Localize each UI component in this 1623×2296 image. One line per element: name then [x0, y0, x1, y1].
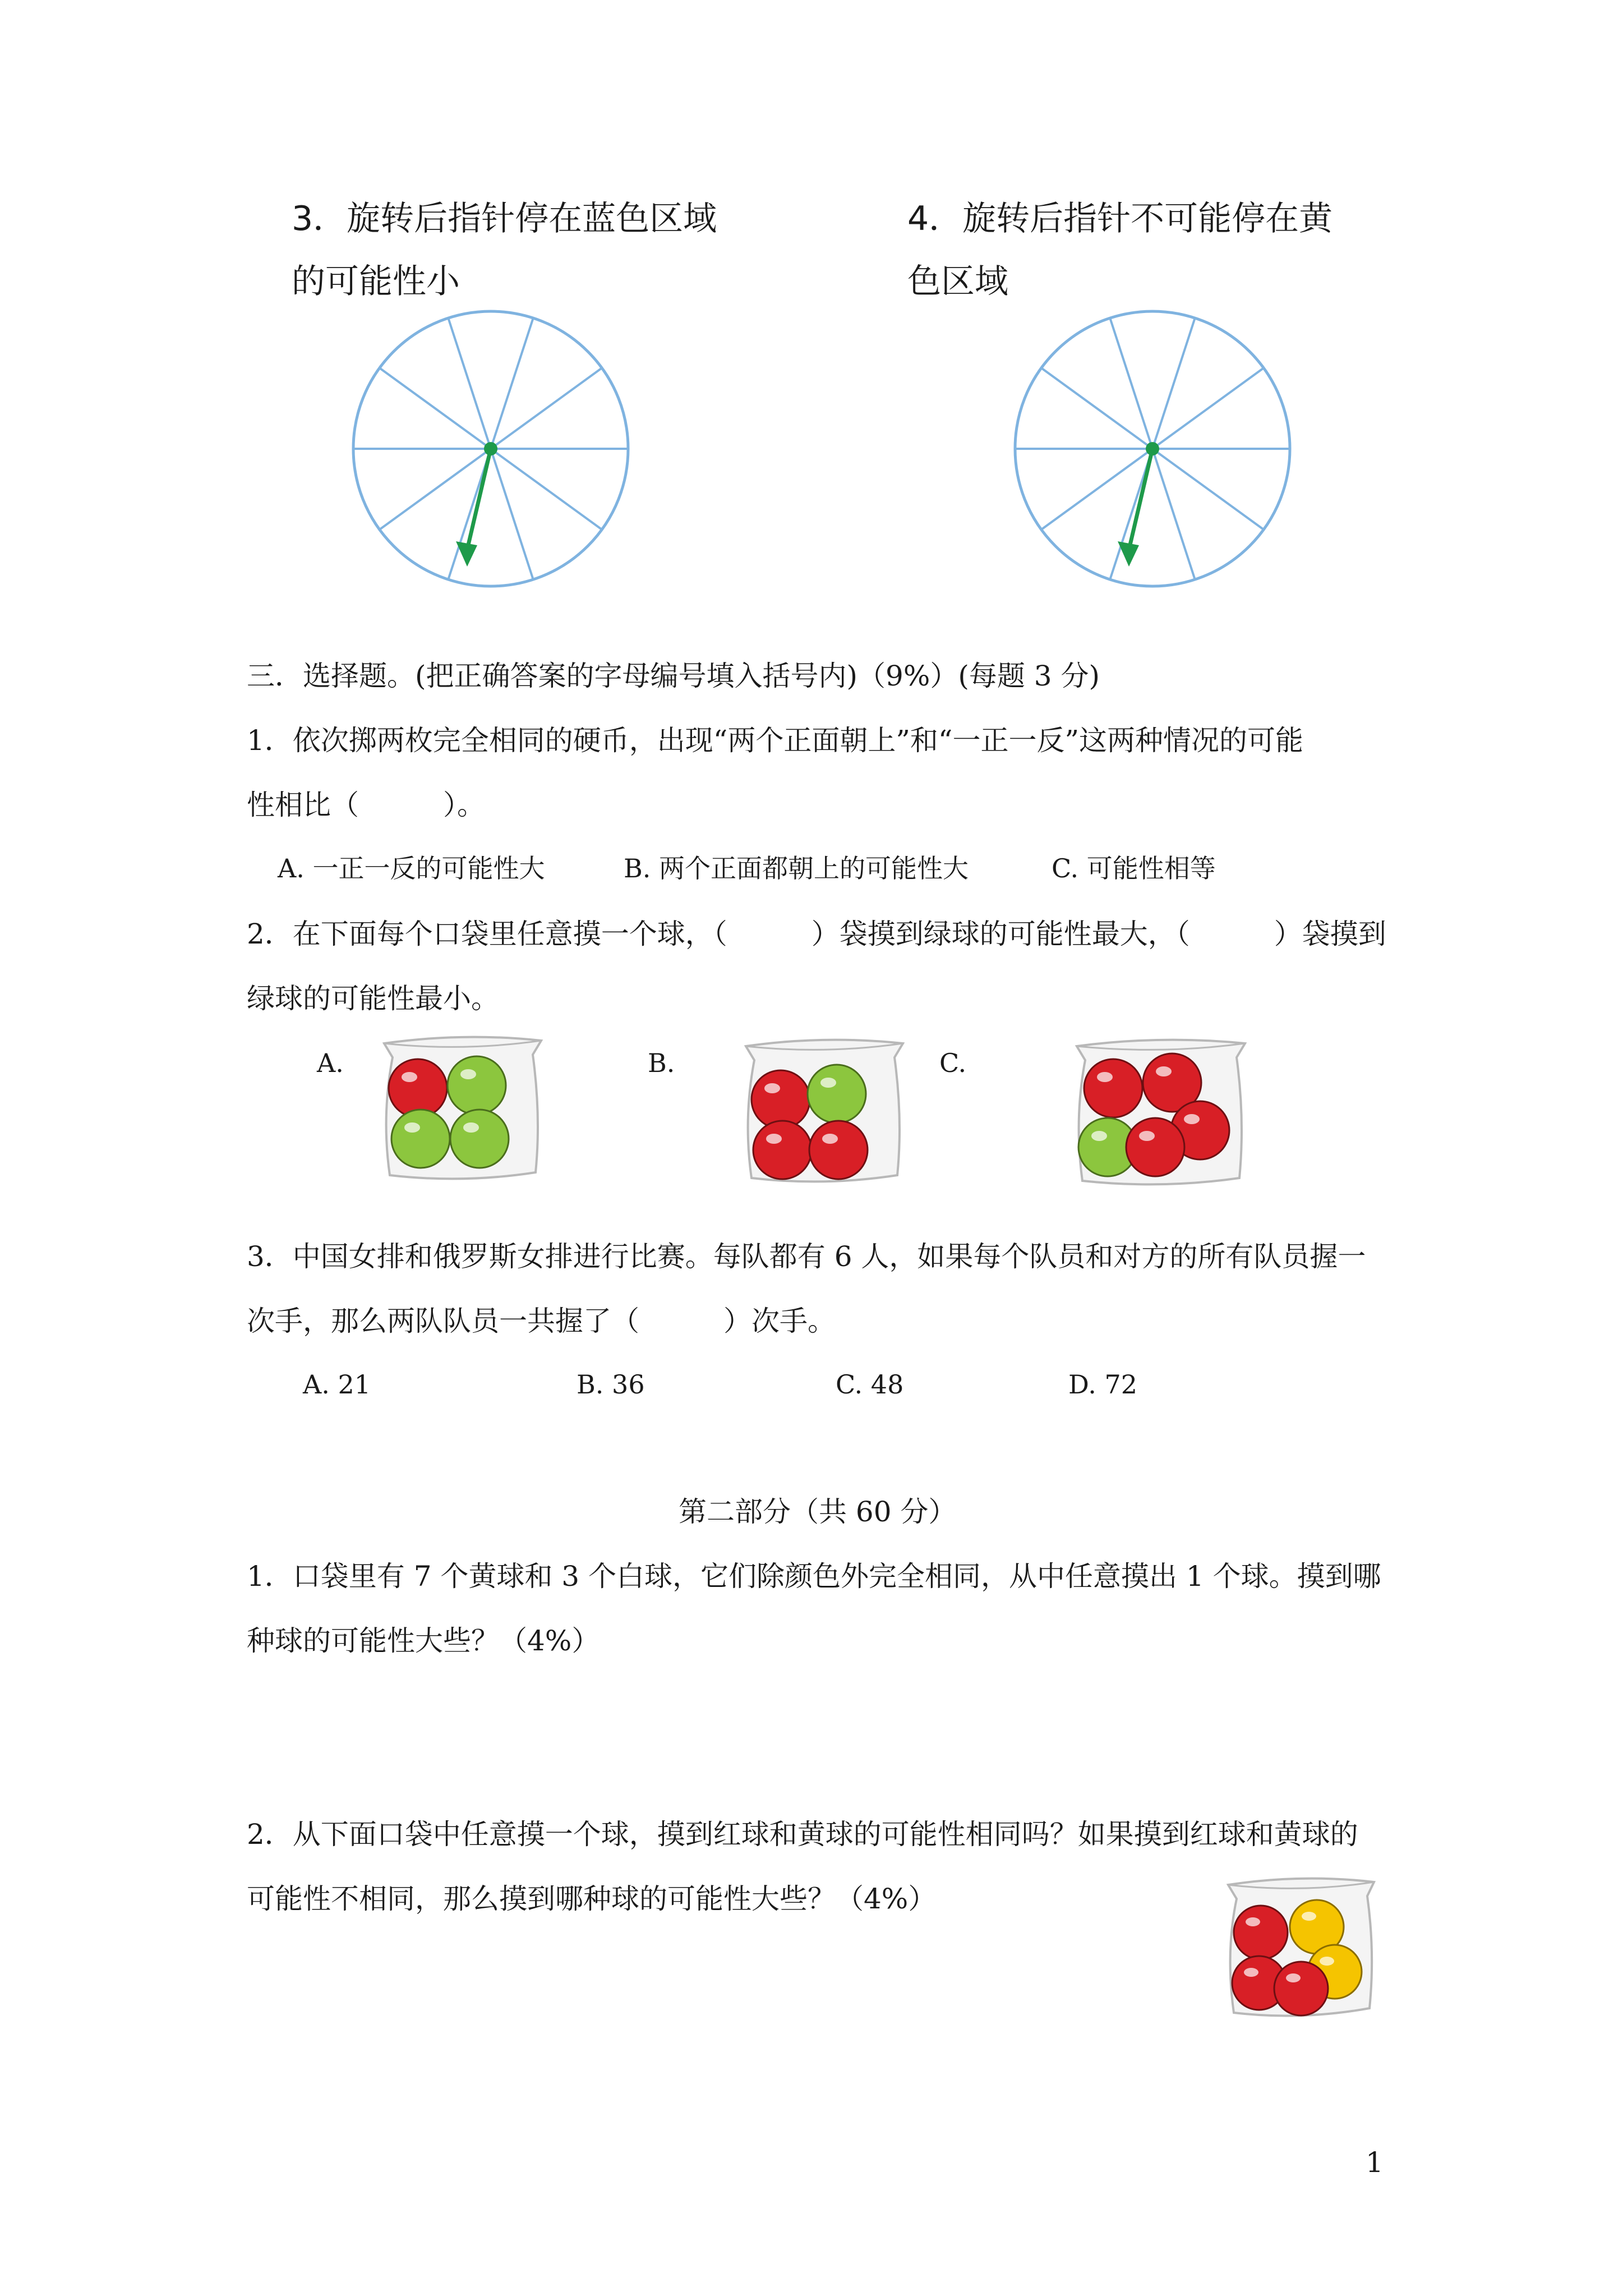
spinner-divider	[491, 318, 533, 449]
bag-b-label: B.	[648, 1048, 675, 1078]
spinner-4[interactable]	[1012, 309, 1293, 589]
spinner-3[interactable]	[351, 309, 631, 589]
bag-c-image[interactable]	[1066, 1035, 1256, 1198]
q1-option-a[interactable]: A. 一正一反的可能性大	[278, 853, 545, 884]
green-ball	[391, 1110, 450, 1168]
spinner-question-4-line2: 色区域	[907, 262, 1008, 301]
q3-option-d[interactable]: D. 72	[1068, 1369, 1138, 1400]
spinner-divider	[1152, 368, 1264, 449]
q1-line2: 性相比（ ）。	[247, 789, 485, 821]
red-ball	[751, 1070, 810, 1129]
q1-option-b[interactable]: B. 两个正面都朝上的可能性大	[624, 853, 969, 884]
spinner-divider	[1110, 318, 1152, 449]
part2-q2-line1: 2．从下面口袋中任意摸一个球，摸到红球和黄球的可能性相同吗？如果摸到红球和黄球的	[247, 1818, 1358, 1851]
bag-a-image[interactable]	[373, 1032, 552, 1189]
q1-line1: 1．依次掷两枚完全相同的硬币，出现“两个正面朝上”和“一正一反”这两种情况的可能	[247, 724, 1304, 757]
spinner-divider	[448, 318, 491, 449]
red-ball	[1234, 1906, 1288, 1959]
spinner-question-3-line1: 3．旋转后指针停在蓝色区域	[292, 199, 717, 238]
bag-c-label: C.	[939, 1048, 967, 1078]
spinner-divider	[380, 368, 491, 449]
pointer-arrowhead	[456, 541, 477, 567]
spinner-divider	[1041, 368, 1152, 449]
part2-q1-line1: 1．口袋里有 7 个黄球和 3 个白球，它们除颜色外完全相同，从中任意摸出 1 个球。摸到哪	[247, 1560, 1381, 1593]
red-ball	[809, 1121, 868, 1179]
q3-option-a[interactable]: A. 21	[303, 1369, 371, 1400]
part2-q1-line2: 种球的可能性大些？（4%）	[247, 1625, 600, 1657]
part-2-title: 第二部分（共 60 分）	[679, 1496, 957, 1528]
spinner-divider	[491, 368, 602, 449]
part2-q2-line2: 可能性不相同，那么摸到哪种球的可能性大些？（4%）	[247, 1883, 937, 1915]
spinner-divider	[491, 449, 602, 530]
bag-b-image[interactable]	[735, 1035, 914, 1192]
green-ball	[450, 1110, 509, 1168]
q3-option-b[interactable]: B. 36	[577, 1369, 645, 1400]
q2-line2: 绿球的可能性最小。	[247, 982, 499, 1015]
red-ball	[389, 1059, 447, 1117]
section-3-title: 三．选择题。(把正确答案的字母编号填入括号内)（9%）(每题 3 分)	[247, 660, 1100, 692]
pointer-arrowhead	[1118, 541, 1139, 567]
spinner-divider	[1152, 318, 1195, 449]
part2-bag-image[interactable]	[1217, 1874, 1385, 2025]
q2-line1: 2．在下面每个口袋里任意摸一个球，（ ）袋摸到绿球的可能性最大，（ ）袋摸到	[247, 918, 1386, 950]
q3-line1: 3．中国女排和俄罗斯女排进行比赛。每队都有 6 人，如果每个队员和对方的所有队员握一	[247, 1240, 1366, 1273]
red-ball	[1084, 1059, 1142, 1117]
spinner-question-3-line2: 的可能性小	[292, 262, 460, 301]
spinner-divider	[491, 449, 533, 579]
spinner-divider	[1152, 449, 1264, 530]
spinner-question-4-line1: 4．旋转后指针不可能停在黄	[907, 199, 1333, 238]
pointer-hub	[1146, 442, 1159, 455]
bag-a-label: A.	[317, 1048, 344, 1078]
green-ball	[808, 1065, 866, 1123]
spinner-divider	[1152, 449, 1195, 579]
green-ball	[448, 1056, 506, 1115]
red-ball	[1126, 1118, 1184, 1176]
q1-option-c[interactable]: C. 可能性相等	[1052, 853, 1216, 884]
red-ball	[753, 1121, 811, 1179]
red-ball	[1274, 1962, 1328, 2016]
q3-option-c[interactable]: C. 48	[836, 1369, 904, 1400]
page-number: 1	[1366, 2146, 1384, 2179]
q3-line2: 次手，那么两队队员一共握了（ ）次手。	[247, 1305, 836, 1337]
pointer-hub	[484, 442, 497, 455]
